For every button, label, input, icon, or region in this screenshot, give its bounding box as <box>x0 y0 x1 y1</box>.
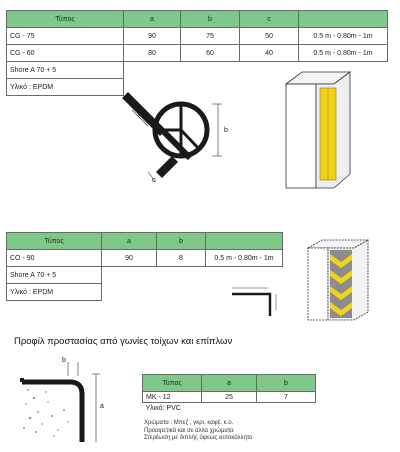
cell-b: 8 <box>157 250 206 267</box>
table-header-row <box>7 11 388 28</box>
cell-b: 60 <box>181 45 240 62</box>
cell-type: MK - 12 <box>143 392 202 403</box>
table-row <box>143 392 316 403</box>
corner-guard-profile-drawing <box>118 88 248 186</box>
cell-b: 7 <box>257 392 316 403</box>
col-a: a <box>124 11 181 28</box>
col-c: c <box>240 11 299 28</box>
cell-a: 90 <box>102 250 157 267</box>
col-type: Τύπος <box>7 11 124 28</box>
dim-label-a: a <box>138 111 142 118</box>
cell-length: 0.5 m - 0.80m - 1m <box>206 250 283 267</box>
dim-label-b: b <box>62 357 66 364</box>
hazard-corner-guard-illustration <box>302 238 382 324</box>
col-b: b <box>157 233 206 250</box>
wall-corner-profile-drawing <box>8 352 118 442</box>
cell-c: 50 <box>240 28 299 45</box>
cell-material: Υλικό : EPDM <box>7 79 124 96</box>
table-row <box>7 28 388 45</box>
col-a: a <box>202 375 257 392</box>
cell-type: CO - 90 <box>7 250 102 267</box>
dim-label-c: c <box>152 177 156 184</box>
note-colors: Χρώματα : Μπεζ , γκρι, καφέ, κ.ο. <box>144 420 234 426</box>
notes-block <box>144 420 252 443</box>
column-guard-illustration <box>280 70 370 192</box>
table-header-row <box>143 375 316 392</box>
cell-type: CG - 60 <box>7 45 124 62</box>
col-type: Τύπος <box>7 233 102 250</box>
cell-a: 90 <box>124 28 181 45</box>
col-a: a <box>102 233 157 250</box>
col-length <box>299 11 388 28</box>
angle-profile-drawing <box>226 280 286 320</box>
note-mounting: Στερέωση με διπλής όψεως αυτοκόλλητο <box>144 435 253 441</box>
cell-shore: Shore A 70 + 5 <box>7 62 124 79</box>
cell-material: Υλικό: PVC <box>145 404 181 412</box>
table-header-row <box>7 233 283 250</box>
section-title: Προφίλ προστασίας από γωνίες τοίχων και επίπλων <box>14 336 233 347</box>
cell-length: 0.5 m - 0.80m - 1m <box>299 28 388 45</box>
cell-length: 0.5 m - 0.80m - 1m <box>299 45 388 62</box>
dim-label-b: b <box>224 127 228 134</box>
cell-type: CG - 75 <box>7 28 124 45</box>
cell-b: 75 <box>181 28 240 45</box>
spec-table-mk <box>142 374 316 413</box>
col-b: b <box>181 11 240 28</box>
note-optional-colors: Προαιρετικά και σε άλλα χρώματα <box>144 427 234 434</box>
dim-label-a: a <box>100 403 104 410</box>
col-type: Τύπος <box>143 375 202 392</box>
cell-c: 40 <box>240 45 299 62</box>
cell-a: 25 <box>202 392 257 403</box>
cell-a: 80 <box>124 45 181 62</box>
table-row <box>7 250 283 267</box>
col-length <box>206 233 283 250</box>
cell-material: Υλικό : EPDM <box>7 284 102 301</box>
table-row <box>143 403 316 414</box>
col-b: b <box>257 375 316 392</box>
table-row <box>7 45 388 62</box>
cell-shore: Shore A 70 + 5 <box>7 267 102 284</box>
